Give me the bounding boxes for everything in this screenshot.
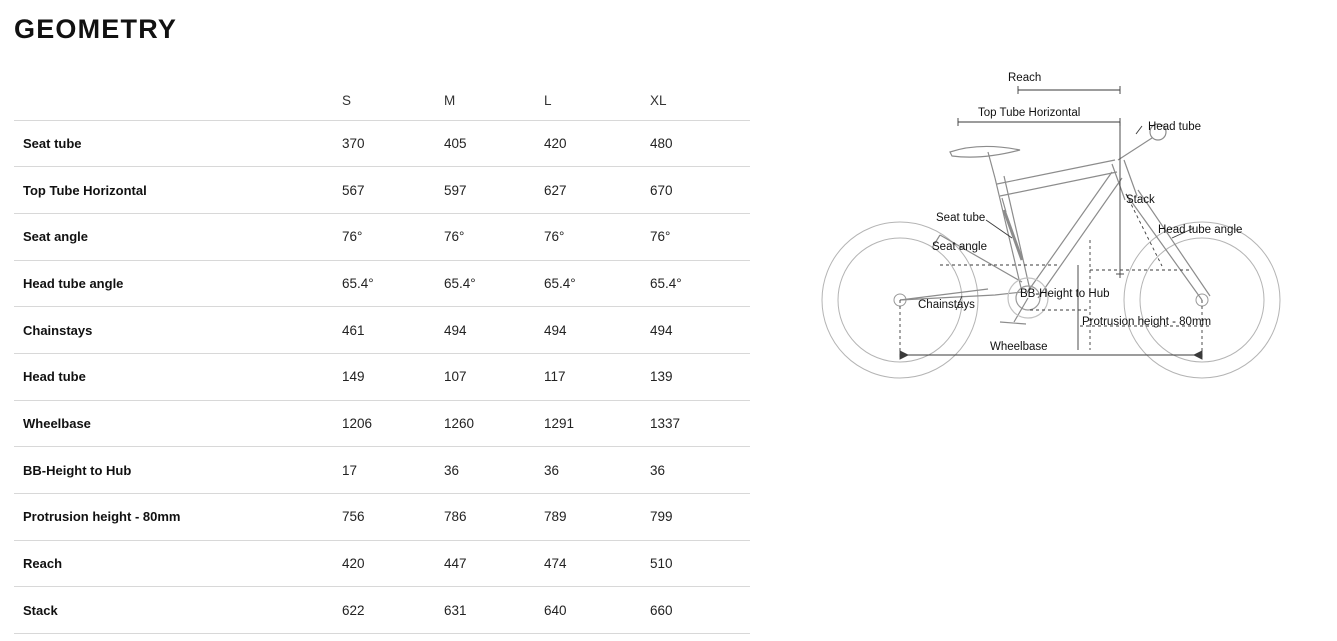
table-row [14,167,750,214]
cell-m: 107 [444,369,467,385]
cell-xl: 139 [650,369,673,385]
row-label: Seat angle [23,229,89,245]
cell-l: 76° [544,229,565,245]
diagram-label-seat-angle: Seat angle [932,241,987,253]
table-row [14,540,750,587]
column-header-l: L [544,82,650,120]
cell-l: 117 [544,369,566,385]
cell-l: 36 [544,462,560,478]
cell-xl: 670 [650,182,673,198]
column-header-spec [14,82,342,120]
row-label: Head tube angle [23,275,124,291]
row-label: Chainstays [23,322,93,338]
diagram-label-head-tube-angle: Head tube angle [1158,224,1243,236]
cell-m: 786 [444,509,467,525]
cell-xl: 480 [650,135,673,151]
row-label: Protrusion height - 80mm [23,509,181,525]
row-label: BB-Height to Hub [23,462,132,478]
row-label: Head tube [23,369,86,385]
diagram-label-stack: Stack [1126,194,1155,206]
cell-m: 1260 [444,415,475,431]
cell-s: 461 [342,322,365,338]
table-row [14,400,750,447]
cell-s: 65.4° [342,275,374,291]
table-row [14,587,750,634]
cell-m: 36 [444,462,460,478]
table-row [14,120,750,167]
cell-m: 447 [444,556,467,572]
cell-s: 622 [342,602,365,618]
cell-xl: 1337 [650,415,681,431]
column-header-m: M [444,82,544,120]
cell-xl: 660 [650,602,673,618]
cell-l: 640 [544,602,567,618]
cell-s: 567 [342,182,365,198]
diagram-label-seat-tube: Seat tube [936,212,986,224]
row-label: Stack [23,602,58,618]
cell-m: 494 [444,322,467,338]
cell-m: 65.4° [444,275,476,291]
cell-m: 76° [444,229,465,245]
cell-xl: 494 [650,322,673,338]
diagram-label-top-tube: Top Tube Horizontal [978,107,1081,119]
diagram-label-reach: Reach [1008,72,1042,84]
cell-s: 756 [342,509,365,525]
cell-l: 789 [544,509,567,525]
cell-m: 597 [444,182,467,198]
row-label: Reach [23,556,63,572]
row-label: Seat tube [23,135,82,151]
geometry-diagram [790,60,1330,390]
diagram-label-head-tube: Head tube [1148,121,1202,133]
cell-xl: 799 [650,509,673,525]
table-row [14,260,750,307]
cell-s: 149 [342,369,365,385]
table-row [14,494,750,541]
cell-l: 420 [544,135,567,151]
diagram-label-protrusion: Protrusion height - 80mm [1082,316,1212,328]
cell-xl: 36 [650,462,666,478]
cell-m: 405 [444,135,467,151]
table-row [14,213,750,260]
cell-xl: 65.4° [650,275,682,291]
column-header-xl: XL [650,82,750,120]
row-label: Top Tube Horizontal [23,182,147,198]
cell-l: 65.4° [544,275,576,291]
diagram-label-chainstays: Chainstays [918,299,975,311]
cell-l: 627 [544,182,567,198]
table-body [14,120,750,634]
cell-xl: 510 [650,556,673,572]
cell-s: 17 [342,462,358,478]
cell-s: 76° [342,229,363,245]
cell-l: 1291 [544,415,575,431]
diagram-label-wheelbase: Wheelbase [990,341,1048,353]
table-header [14,82,750,120]
table-header-row [14,82,750,120]
table-row [14,353,750,400]
cell-s: 420 [342,556,365,572]
table-row [14,447,750,494]
row-label: Wheelbase [23,415,91,431]
column-header-s: S [342,82,444,120]
geometry-table [14,82,750,634]
cell-l: 474 [544,556,567,572]
cell-m: 631 [444,602,467,618]
page-title: GEOMETRY [14,14,178,44]
cell-s: 370 [342,135,365,151]
cell-l: 494 [544,322,567,338]
diagram-label-bb-height: BB-Height to Hub [1020,288,1110,300]
cell-s: 1206 [342,415,373,431]
table-row [14,307,750,354]
cell-xl: 76° [650,229,671,245]
